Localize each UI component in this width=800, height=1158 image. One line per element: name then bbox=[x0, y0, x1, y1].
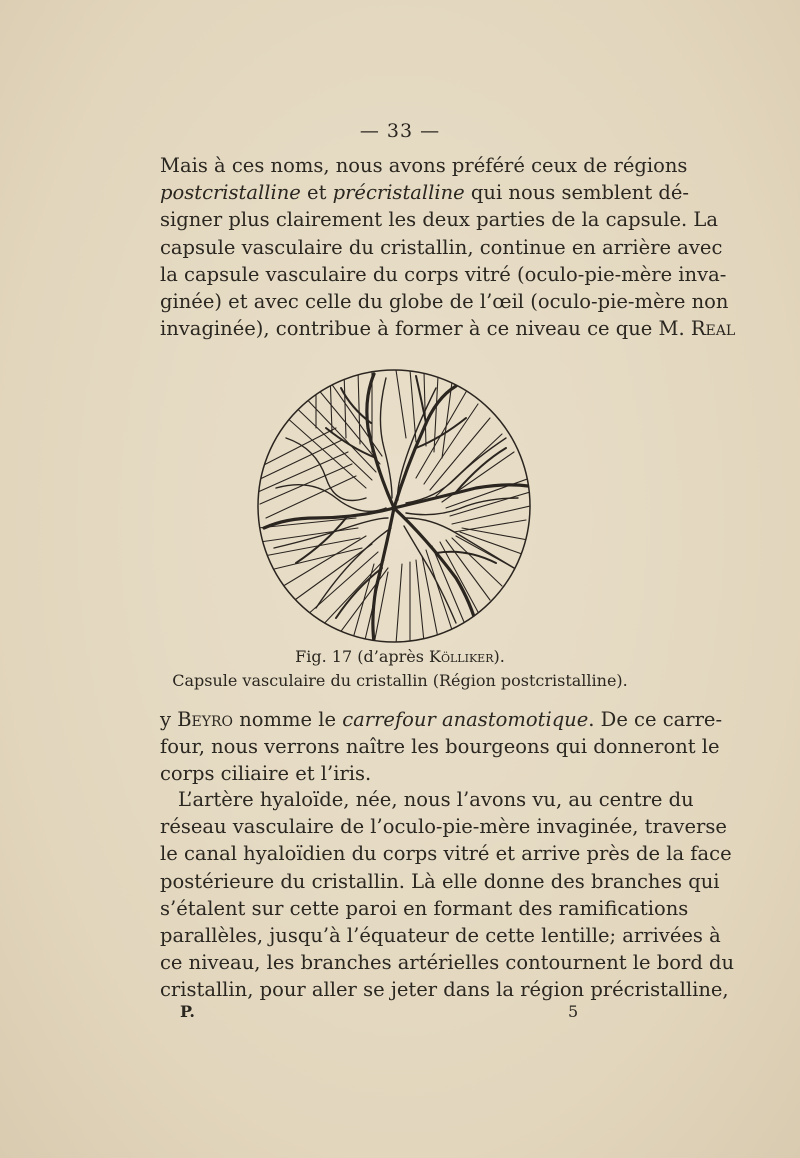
text-run: qui nous semblent dé- bbox=[464, 181, 689, 205]
author-beyro: Beyro bbox=[177, 708, 234, 731]
text-run: nomme le bbox=[233, 708, 343, 731]
figure-caption-label bbox=[0, 646, 800, 668]
text-line: s’étalent sur cette paroi en formant des ramifications bbox=[160, 896, 689, 920]
term-postcristalline: postcristalline bbox=[160, 181, 301, 205]
vascular-capsule-illustration bbox=[256, 368, 532, 644]
text-line: four, nous verrons naître les bourgeons qui donneront le bbox=[160, 735, 720, 759]
text-line: corps ciliaire et l’iris. bbox=[160, 762, 372, 786]
term-precristalline: précristalline bbox=[332, 181, 465, 205]
text-line: la capsule vasculaire du corps vitré (oculo-pie-mère inva- bbox=[160, 262, 727, 286]
text-line bbox=[160, 315, 736, 342]
text-line: L’artère hyaloïde, née, nous l’avons vu, au centre du bbox=[178, 788, 694, 811]
text-line: cristallin, pour aller se jeter dans la région précristalline, bbox=[160, 978, 729, 1002]
text-run: invaginée), contribue à former à ce niveau ce que M. bbox=[160, 317, 691, 341]
text-line: le canal hyaloïdien du corps vitré et arrive près de la face bbox=[160, 842, 732, 866]
text-line: ce niveau, les branches artérielles contournent le bord du bbox=[160, 951, 735, 975]
author-real: Real bbox=[690, 317, 736, 341]
paragraph-2 bbox=[160, 706, 723, 788]
caption-end: ). bbox=[493, 647, 505, 666]
text-line: réseau vasculaire de l’oculo-pie-mère invaginée, traverse bbox=[160, 815, 727, 839]
text-line: capsule vasculaire du cristallin, continue en arrière avec bbox=[160, 235, 723, 259]
paragraph-1 bbox=[160, 152, 736, 342]
text-line: ginée) et avec celle du globe de l’œil (oculo-pie-mère non bbox=[160, 290, 729, 314]
text-line bbox=[160, 706, 723, 733]
text-line: signer plus clairement les deux parties de la capsule. La bbox=[160, 208, 718, 232]
paragraph-3 bbox=[160, 786, 735, 1004]
page-number: — 33 — bbox=[359, 120, 441, 142]
text-run: et bbox=[300, 181, 333, 205]
caption-author: Kölliker bbox=[429, 647, 494, 666]
text-run: . De ce carre- bbox=[588, 708, 723, 731]
caption-label: Fig. 17 (d’après bbox=[295, 647, 430, 666]
text-line bbox=[160, 179, 689, 206]
sheet-number: 5 bbox=[568, 1002, 579, 1021]
text-line: postérieure du cristallin. Là elle donne des branches qui bbox=[160, 869, 720, 893]
text-line: Mais à ces noms, nous avons préféré ceux de régions bbox=[160, 154, 688, 177]
term-carrefour: carrefour anastomotique bbox=[342, 708, 589, 731]
printer-signature: P. bbox=[180, 1002, 195, 1021]
text-run: y bbox=[160, 708, 178, 731]
text-line: parallèles, jusqu’à l’équateur de cette lentille; arrivées à bbox=[160, 924, 721, 948]
figure-caption-text: Capsule vasculaire du cristallin (Région postcristalline). bbox=[172, 671, 628, 690]
